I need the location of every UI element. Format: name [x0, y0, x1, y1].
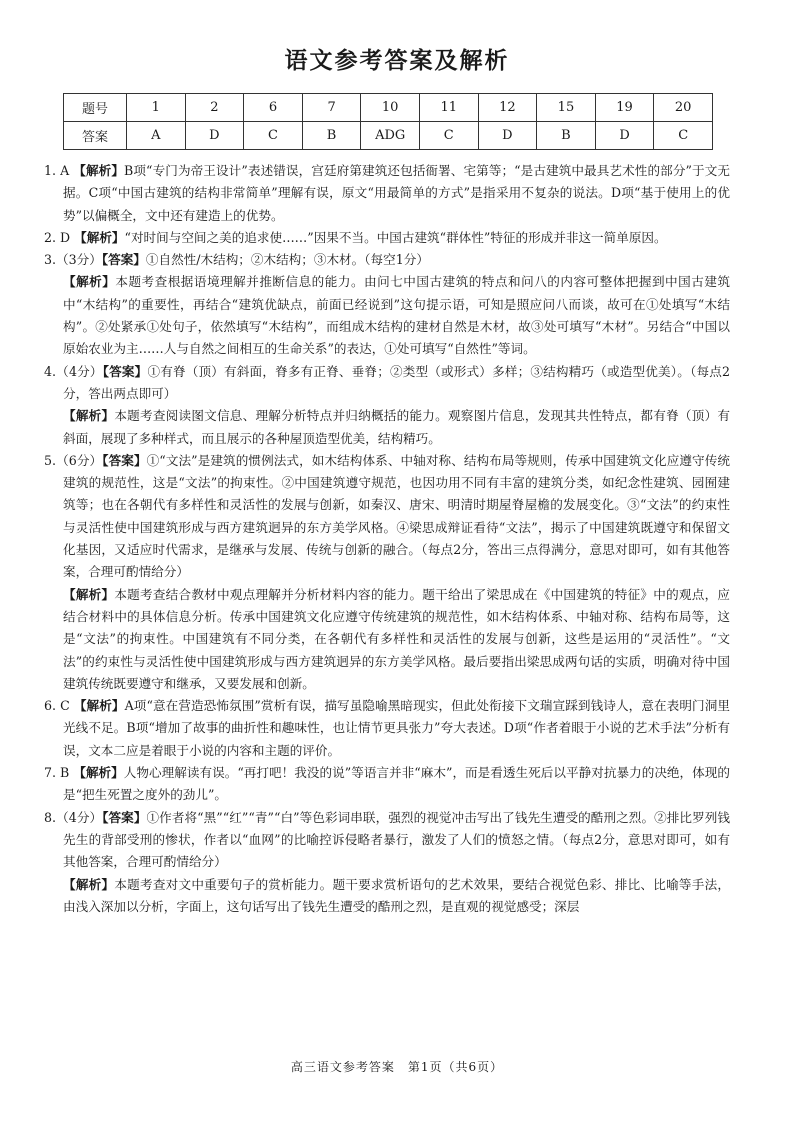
answer-text: ①有脊（顶）有斜面，脊多有正脊、垂脊；②类型（或形式）多样；③结构精巧（或造型优美）。（每点2分，答出两点即可）	[63, 363, 731, 401]
analysis-tag: 【解析】	[73, 698, 125, 714]
page-footer: 高三语文参考答案 第1页（共6页）	[290, 1060, 504, 1074]
question-number: 1	[127, 94, 186, 122]
analysis-text: 本题考查根据语境理解并推断信息的能力。由问七中国古建筑的特点和问八的内容可整体把握到中国古建筑中“木结构”的重要性，再结合“建筑优缺点，前面已经说到”这句提示语，可知是照应问八而谈，故可在①处填写“木结构”。②处紧承①处句子，依然填写“木结构”，而组成木结构的建材自然是木材，故③处可填写“木材”。另结合“中国以原始农业为主……人与自然之间相互的生命关系”的表达，①处可填写“自然性”等词。	[63, 274, 731, 357]
answer-cell: C	[654, 122, 713, 150]
analysis-tag: 【解析】	[73, 163, 125, 178]
item-q3	[44, 249, 730, 271]
answer-cell: B	[302, 122, 361, 150]
question-number: 15	[537, 94, 596, 122]
analysis-tag: 【解析】	[63, 408, 115, 424]
answer-row	[64, 122, 713, 150]
analysis-tag: 【解析】	[63, 274, 116, 290]
item-q1	[44, 160, 730, 227]
analysis-text: B项“专门为帝王设计”表述错误，宫廷府第建筑还包括衙署、宅第等；“是古建筑中最具艺术性的部分”于文无据。C项“中国古建筑的结构非常简单”理解有误，原文“用最简单的方式”是指采用不复杂的说法。D项“基于使用上的优势”以偏概全，文中还有建造上的优势。	[63, 163, 730, 223]
answer-cell: ADG	[361, 122, 420, 150]
answer-tag: 【答案】	[102, 363, 148, 379]
answer-cell: C	[419, 122, 478, 150]
analysis-text: 人物心理解读有误。“再打吧！我没的说”等语言并非“麻木”，而是看透生死后以平静对抗暴力的决绝，体现的是“把生死置之度外的劲儿”。	[63, 765, 730, 803]
item-q5	[44, 450, 730, 584]
answer-cell: A	[127, 122, 186, 150]
answer-cell: D	[185, 122, 244, 150]
answer-tag: 【答案】	[102, 809, 147, 825]
question-number: 19	[595, 94, 654, 122]
question-number: 20	[654, 94, 713, 122]
item-number: 3.（3分）	[44, 252, 102, 268]
answer-explanations	[44, 160, 730, 918]
item-q2	[44, 227, 730, 249]
question-number: 11	[419, 94, 478, 122]
item-number: 1. A	[44, 163, 74, 178]
item-number: 6. C	[44, 698, 74, 714]
item-number: 7. B	[44, 765, 74, 781]
page-title: 语文参考答案及解析	[284, 48, 510, 74]
row-label: 题号	[64, 94, 127, 122]
question-number: 2	[185, 94, 244, 122]
answer-text: ①“文法”是建筑的惯例法式，如木结构体系、中轴对称、结构布局等规则，传承中国建筑文化应遵守传统建筑的规范性，这是“文法”的拘束性。②中国建筑遵守规范，也因功用不同有丰富的建筑分类，如纪念性建筑、园囿建筑等；也在各朝代有多样性和灵活性的发展与创新，如秦汉、唐宋、明清时期屋脊屋檐的发展变化。③“文法”的约束性与灵活性使中国建筑形成与西方建筑迥异的东方美学风格。④梁思成辩证看待“文法”，揭示了中国建筑既遵守和保留文化基因，又适应时代需求，是继承与发展、传统与创新的融合。（每点2分，答出三点得满分，意思对即可，如有其他答案，合理可酌情给分）	[63, 452, 730, 580]
question-number: 10	[361, 94, 420, 122]
item-q8	[44, 807, 730, 874]
answer-tag: 【答案】	[102, 452, 147, 468]
question-number: 7	[302, 94, 361, 122]
question-number: 6	[244, 94, 303, 122]
analysis-text: 本题考查对文中重要句子的赏析能力。题干要求赏析语句的艺术效果，要结合视觉色彩、排比、比喻等手法，由浅入深加以分析，字面上，这句话写出了钱先生遭受的酷刑之烈，是直观的视觉感受；深层	[63, 876, 731, 914]
item-number: 8.（4分）	[44, 809, 103, 825]
item-number: 4.（4分）	[44, 363, 103, 379]
row-label: 答案	[64, 122, 127, 150]
question-number: 12	[478, 94, 537, 122]
answer-tag: 【答案】	[101, 252, 146, 268]
analysis-tag: 【解析】	[63, 876, 115, 892]
item-q6	[44, 695, 730, 762]
analysis-tag: 【解析】	[74, 229, 125, 245]
question-number-row	[64, 94, 713, 122]
item-q3-analysis	[44, 271, 730, 360]
item-q4	[44, 361, 730, 406]
item-number: 5.（6分）	[44, 452, 103, 468]
analysis-tag: 【解析】	[63, 586, 115, 602]
analysis-text: 本题考查结合教材中观点理解并分析材料内容的能力。题干给出了梁思成在《中国建筑的特征》中的观点，应结合材料中的具体信息分析。传承中国建筑文化应遵守传统建筑的规范性，如木结构体系、中轴对称、结构布局等，这是“文法”的拘束性。中国建筑有不同分类，在各朝代有多样性和灵活性的发展与创新，这些是运用的“灵活性”。“文法”的约束性与灵活性使中国建筑形成与西方建筑迥异的东方美学风格。最后要指出梁思成两句话的实质，明确对待中国建筑传统既要遵守和继承，又要发展和创新。	[63, 586, 731, 691]
item-number: 2. D	[44, 229, 75, 245]
answer-text: ①作者将“黑”“红”“青”“白”等色彩词串联，强烈的视觉冲击写出了钱先生遭受的酷刑之烈。②排比罗列钱先生的背部受刑的惨状，作者以“血网”的比喻控诉侵略者暴行，激发了人们的愤怒之情。（每点2分，意思对即可，如有其他答案，合理可酌情给分）	[63, 809, 731, 870]
answer-cell: C	[244, 122, 303, 150]
item-q5-analysis	[44, 584, 730, 695]
item-q7	[44, 762, 730, 807]
answer-table	[63, 93, 713, 150]
item-q8-analysis	[44, 874, 730, 919]
analysis-tag: 【解析】	[73, 765, 124, 781]
answer-cell: D	[595, 122, 654, 150]
answer-cell: D	[478, 122, 537, 150]
analysis-text: 本题考查阅读图文信息、理解分析特点并归纳概括的能力。观察图片信息，发现其共性特点，都有脊（顶）有斜面，展现了多种样式，而且展示的各种屋顶造型优美，结构精巧。	[63, 408, 731, 446]
analysis-text: “对时间与空间之美的追求使……”因果不当。中国古建筑“群体性”特征的形成并非这一简单原因。	[124, 229, 667, 245]
item-q4-analysis	[44, 405, 730, 450]
answer-text: ①自然性/木结构；②木结构；③木材。（每空1分）	[145, 252, 429, 268]
analysis-text: A项“意在营造恐怖氛围”赏析有误，描写虽隐喻黑暗现实，但此处衔接下文瑞宣踩到钱诗人，意在表明门洞里光线不足。B项“增加了故事的曲折性和趣味性，也让情节更具张力”夸大表述。D项“作者着眼于小说的艺术手法”分析有误，文本二应是着眼于小说的内容和主题的评价。	[63, 698, 731, 758]
answer-cell: B	[537, 122, 596, 150]
